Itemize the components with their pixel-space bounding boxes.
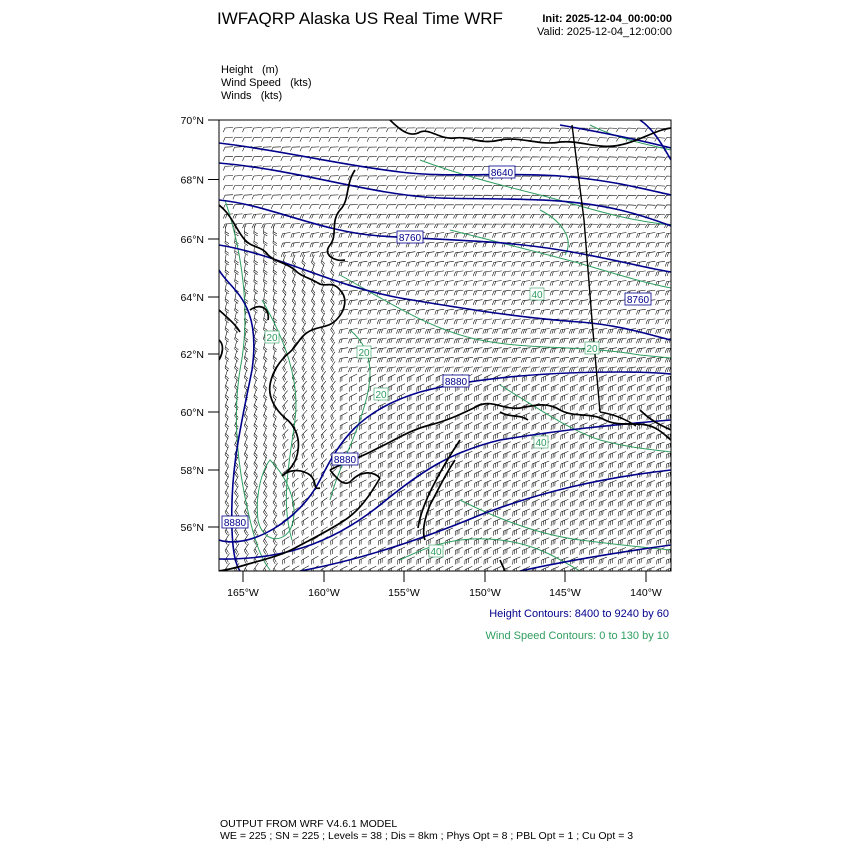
wind-contour-label	[585, 342, 599, 355]
field-wind-speed: Wind Speed (kts)	[221, 77, 312, 89]
wind-speed-contour-info: Wind Speed Contours: 0 to 130 by 10	[485, 630, 669, 642]
lon-label: 150°W	[469, 587, 501, 599]
lat-label: 68°N	[180, 174, 204, 187]
height-contour-label	[397, 231, 423, 244]
lon-label: 155°W	[388, 587, 420, 599]
svg-text:8760: 8760	[398, 233, 422, 244]
lat-label: 60°N	[180, 407, 204, 419]
svg-text:40: 40	[430, 547, 442, 558]
lat-label: 66°N	[180, 234, 204, 246]
height-contour-label	[222, 516, 248, 529]
svg-text:8640: 8640	[490, 168, 514, 179]
height-contour-label	[489, 166, 515, 179]
svg-text:20: 20	[266, 333, 278, 344]
lat-label: 62°N	[180, 349, 204, 361]
height-contour-label	[625, 293, 651, 306]
svg-text:20: 20	[375, 390, 387, 401]
init-time: Init: 2025-12-04_00:00:00	[542, 13, 672, 25]
lon-label: 160°W	[308, 587, 340, 599]
wind-contour-label	[534, 436, 548, 449]
lon-label: 165°W	[227, 587, 259, 599]
svg-text:8880: 8880	[444, 377, 468, 388]
lon-label: 145°W	[549, 587, 581, 599]
model-info-line1: OUTPUT FROM WRF V4.6.1 MODEL	[220, 818, 398, 830]
lat-label: 64°N	[180, 292, 204, 304]
svg-text:40: 40	[531, 290, 543, 301]
model-info-line2: WE = 225 ; SN = 225 ; Levels = 38 ; Dis = 8km ; Phys Opt = 8 ; PBL Opt = 1 ; Cu Opt = 3	[220, 830, 634, 842]
lat-label: 56°N	[180, 522, 204, 534]
wind-contour-label	[357, 346, 371, 359]
height-contour-label	[332, 453, 358, 466]
field-height: Height (m)	[221, 64, 279, 76]
wind-contour-label	[530, 288, 544, 301]
field-winds: Winds (kts)	[221, 90, 283, 102]
page-title: IWFAQRP Alaska US Real Time WRF	[217, 9, 503, 28]
wind-contour-label	[265, 331, 279, 344]
wind-contour-label	[374, 388, 388, 401]
svg-text:20: 20	[358, 348, 370, 359]
valid-time: Valid: 2025-12-04_12:00:00	[537, 26, 672, 38]
svg-text:20: 20	[586, 344, 598, 355]
wind-contour-label	[429, 545, 443, 558]
lon-label: 140°W	[630, 587, 662, 599]
svg-text:8760: 8760	[626, 295, 650, 306]
height-contour-label	[443, 375, 469, 388]
svg-text:8880: 8880	[223, 518, 247, 529]
svg-text:40: 40	[535, 438, 547, 449]
lat-label: 58°N	[180, 465, 204, 477]
height-contour-info: Height Contours: 8400 to 9240 by 60	[489, 608, 669, 620]
svg-text:8880: 8880	[333, 455, 357, 466]
model-info	[220, 818, 633, 842]
lat-label: 70°N	[180, 115, 204, 127]
